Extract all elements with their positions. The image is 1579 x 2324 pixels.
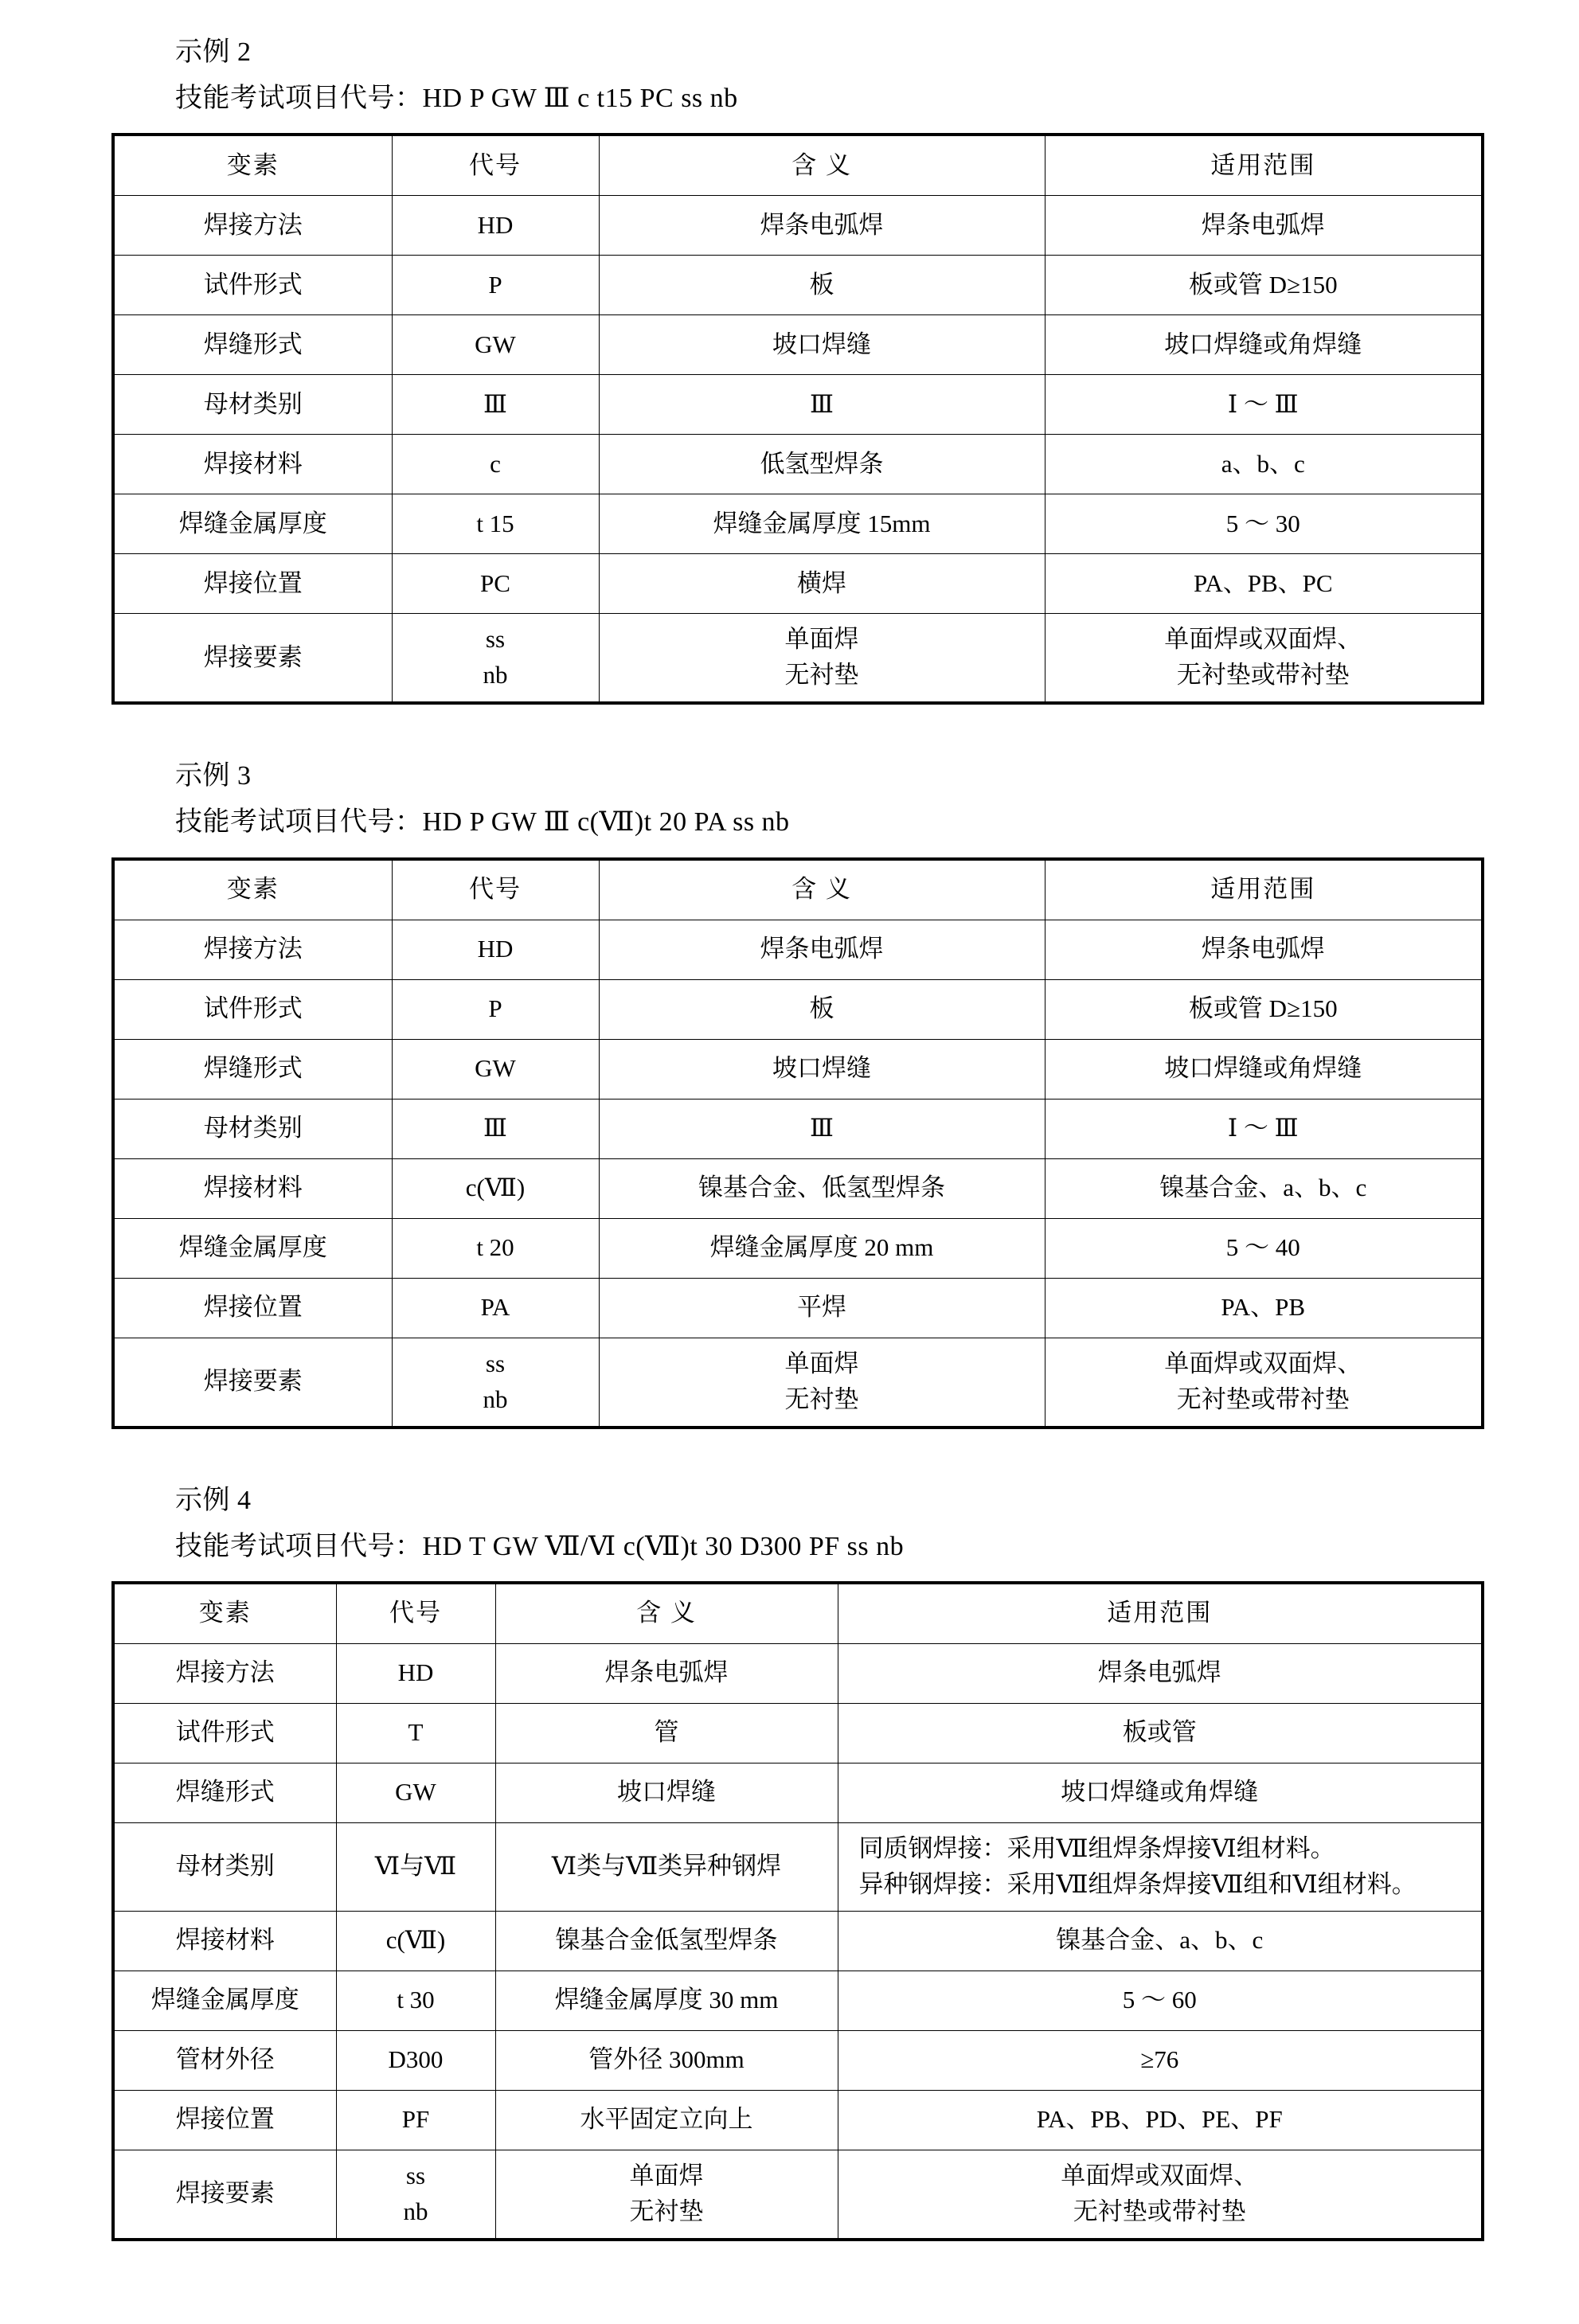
cell-code: c(Ⅶ) — [392, 1158, 599, 1218]
cell-meaning: 坡口焊缝 — [599, 1039, 1045, 1099]
cell-variable: 试件形式 — [113, 256, 392, 315]
cell-meaning: 管外径 300mm — [495, 2030, 838, 2090]
cell-meaning: 焊缝金属厚度 20 mm — [599, 1218, 1045, 1278]
cell-line: 单面焊 — [784, 625, 859, 654]
cell-variable: 焊接位置 — [113, 2090, 336, 2150]
cell-meaning: 坡口焊缝 — [599, 315, 1045, 375]
column-header: 代号 — [392, 859, 599, 920]
table-row — [113, 2090, 1483, 2150]
cell-scope: 5 ～ 40 — [1045, 1218, 1483, 1278]
cell-code: D300 — [336, 2030, 495, 2090]
cell-meaning: 横焊 — [599, 554, 1045, 614]
table-row — [113, 1703, 1483, 1763]
cell-meaning: 焊条电弧焊 — [599, 196, 1045, 256]
cell-scope: PA、PB、PD、PE、PF — [838, 2090, 1483, 2150]
column-header: 适用范围 — [838, 1583, 1483, 1644]
cell-meaning: Ⅲ — [599, 375, 1045, 435]
table-row — [113, 2030, 1483, 2090]
table-row — [113, 1099, 1483, 1158]
cell-code: PC — [392, 554, 599, 614]
example-code-line — [175, 77, 1483, 120]
example-code-line — [175, 801, 1483, 844]
cell-variable: 焊接材料 — [113, 435, 392, 494]
cell-meaning: 管 — [495, 1703, 838, 1763]
cell-code: GW — [336, 1763, 495, 1822]
cell-line: nb — [483, 661, 508, 689]
cell-variable: 焊缝金属厚度 — [113, 1218, 392, 1278]
cell-scope: 焊条电弧焊 — [838, 1643, 1483, 1703]
cell-line: 同质钢焊接：采用Ⅶ组焊条焊接Ⅵ组材料。 — [858, 1834, 1335, 1862]
cell-scope: a、b、c — [1045, 435, 1483, 494]
cell-meaning: 低氢型焊条 — [599, 435, 1045, 494]
cell-variable: 试件形式 — [113, 1703, 336, 1763]
example-code-label: 技能考试项目代号： — [175, 807, 423, 838]
table-row — [113, 1338, 1483, 1427]
cell-code: t 30 — [336, 1971, 495, 2030]
cell-meaning: 焊缝金属厚度 30 mm — [495, 1971, 838, 2030]
cell-line: 无衬垫 — [784, 661, 859, 689]
cell-meaning — [599, 1338, 1045, 1427]
table-row — [113, 435, 1483, 494]
cell-meaning: 焊条电弧焊 — [495, 1643, 838, 1703]
example-code-value: HD P GW Ⅲ c t15 PC ss nb — [422, 84, 738, 113]
cell-scope — [1045, 1338, 1483, 1427]
cell-line: ss — [485, 625, 506, 654]
table-row — [113, 1643, 1483, 1703]
table-row — [113, 1278, 1483, 1338]
cell-line: 无衬垫或带衬垫 — [1176, 661, 1350, 689]
cell-variable: 焊接方法 — [113, 196, 392, 256]
cell-meaning: 板 — [599, 979, 1045, 1039]
cell-code: Ⅲ — [392, 375, 599, 435]
cell-code: HD — [392, 196, 599, 256]
cell-variable: 焊缝形式 — [113, 1763, 336, 1822]
cell-scope: 坡口焊缝或角焊缝 — [1045, 315, 1483, 375]
column-header: 含 义 — [495, 1583, 838, 1644]
cell-variable: 焊接位置 — [113, 554, 392, 614]
cell-code: t 20 — [392, 1218, 599, 1278]
cell-line: 无衬垫或带衬垫 — [1176, 1385, 1350, 1413]
cell-line: nb — [403, 2197, 428, 2225]
cell-variable: 焊缝金属厚度 — [113, 494, 392, 554]
cell-code — [336, 2150, 495, 2239]
cell-meaning: 镍基合金、低氢型焊条 — [599, 1158, 1045, 1218]
cell-code: GW — [392, 1039, 599, 1099]
cell-scope: 板或管 D≥150 — [1045, 979, 1483, 1039]
cell-meaning: Ⅲ — [599, 1099, 1045, 1158]
cell-code: Ⅲ — [392, 1099, 599, 1158]
example-title: 示例 3 — [175, 761, 252, 791]
cell-line: 单面焊 — [629, 2161, 704, 2189]
example-code-value: HD T GW Ⅶ/Ⅵ c(Ⅶ)t 30 D300 PF ss nb — [422, 1531, 905, 1561]
table-row — [113, 1822, 1483, 1911]
cell-scope: 镍基合金、a、b、c — [1045, 1158, 1483, 1218]
table-row — [113, 1971, 1483, 2030]
column-header: 代号 — [392, 135, 599, 196]
example-block — [96, 32, 1483, 705]
table-row — [113, 1039, 1483, 1099]
cell-variable: 焊接材料 — [113, 1158, 392, 1218]
cell-line: 单面焊 — [784, 1349, 859, 1377]
cell-meaning: 平焊 — [599, 1278, 1045, 1338]
table-row — [113, 196, 1483, 256]
cell-code: t 15 — [392, 494, 599, 554]
cell-scope: 板或管 — [838, 1703, 1483, 1763]
example-code-line — [175, 1525, 1483, 1568]
cell-variable: 焊接方法 — [113, 920, 392, 979]
table-row — [113, 979, 1483, 1039]
cell-scope: 焊条电弧焊 — [1045, 196, 1483, 256]
cell-variable: 焊接要素 — [113, 1338, 392, 1427]
cell-meaning: Ⅵ类与Ⅶ类异种钢焊 — [495, 1822, 838, 1911]
cell-code: PF — [336, 2090, 495, 2150]
cell-code: Ⅵ与Ⅶ — [336, 1822, 495, 1911]
cell-variable: 焊缝形式 — [113, 1039, 392, 1099]
welding-variables-table — [111, 1581, 1484, 2241]
example-title: 示例 2 — [175, 37, 252, 67]
cell-code — [392, 614, 599, 703]
cell-variable: 焊接位置 — [113, 1278, 392, 1338]
cell-variable: 焊缝金属厚度 — [113, 1971, 336, 2030]
column-header: 变素 — [113, 135, 392, 196]
column-header: 变素 — [113, 859, 392, 920]
table-header-row — [113, 859, 1483, 920]
cell-code: P — [392, 256, 599, 315]
cell-scope: 5 ～ 30 — [1045, 494, 1483, 554]
cell-variable: 焊接要素 — [113, 2150, 336, 2239]
example-code-value: HD P GW Ⅲ c(Ⅶ)t 20 PA ss nb — [422, 807, 790, 838]
cell-scope: Ⅰ ～ Ⅲ — [1045, 1099, 1483, 1158]
cell-variable: 母材类别 — [113, 375, 392, 435]
table-row — [113, 1218, 1483, 1278]
cell-line: 无衬垫 — [629, 2197, 704, 2225]
table-row — [113, 494, 1483, 554]
column-header: 含 义 — [599, 859, 1045, 920]
cell-scope: Ⅰ ～ Ⅲ — [1045, 375, 1483, 435]
cell-line: ss — [485, 1349, 506, 1377]
cell-variable: 试件形式 — [113, 979, 392, 1039]
cell-variable: 管材外径 — [113, 2030, 336, 2090]
example-code-label: 技能考试项目代号： — [175, 84, 423, 113]
table-row — [113, 256, 1483, 315]
cell-scope: 坡口焊缝或角焊缝 — [838, 1763, 1483, 1822]
cell-scope: 坡口焊缝或角焊缝 — [1045, 1039, 1483, 1099]
table-row — [113, 1158, 1483, 1218]
cell-variable: 焊接材料 — [113, 1911, 336, 1971]
column-header: 适用范围 — [1045, 859, 1483, 920]
welding-variables-table — [111, 133, 1484, 705]
cell-code: T — [336, 1703, 495, 1763]
cell-line: 无衬垫 — [784, 1385, 859, 1413]
table-row — [113, 920, 1483, 979]
cell-code: GW — [392, 315, 599, 375]
table-row — [113, 554, 1483, 614]
cell-scope: PA、PB — [1045, 1278, 1483, 1338]
cell-scope: 板或管 D≥150 — [1045, 256, 1483, 315]
cell-meaning — [495, 2150, 838, 2239]
cell-variable: 焊接要素 — [113, 614, 392, 703]
cell-meaning — [599, 614, 1045, 703]
cell-code: HD — [392, 920, 599, 979]
cell-scope: PA、PB、PC — [1045, 554, 1483, 614]
example-block — [96, 1480, 1483, 2241]
table-row — [113, 1763, 1483, 1822]
cell-code: PA — [392, 1278, 599, 1338]
example-block — [96, 756, 1483, 1428]
column-header: 含 义 — [599, 135, 1045, 196]
cell-line: 无衬垫或带衬垫 — [1073, 2197, 1246, 2225]
cell-code: P — [392, 979, 599, 1039]
cell-line: nb — [483, 1385, 508, 1413]
table-header-row — [113, 135, 1483, 196]
cell-line: 单面焊或双面焊、 — [1061, 2161, 1259, 2189]
cell-meaning: 板 — [599, 256, 1045, 315]
cell-scope — [1045, 614, 1483, 703]
cell-meaning: 镍基合金低氢型焊条 — [495, 1911, 838, 1971]
cell-code — [392, 1338, 599, 1427]
table-row — [113, 315, 1483, 375]
table-row — [113, 375, 1483, 435]
cell-code: c — [392, 435, 599, 494]
cell-code: c(Ⅶ) — [336, 1911, 495, 1971]
cell-meaning: 水平固定立向上 — [495, 2090, 838, 2150]
examples-container — [96, 32, 1483, 2241]
cell-scope: 5 ～ 60 — [838, 1971, 1483, 2030]
cell-meaning: 焊条电弧焊 — [599, 920, 1045, 979]
cell-variable: 焊缝形式 — [113, 315, 392, 375]
column-header: 代号 — [336, 1583, 495, 1644]
cell-variable: 焊接方法 — [113, 1643, 336, 1703]
cell-line: 异种钢焊接：采用Ⅶ组焊条焊接Ⅶ组和Ⅵ组材料。 — [858, 1869, 1417, 1898]
cell-scope: 焊条电弧焊 — [1045, 920, 1483, 979]
welding-variables-table — [111, 857, 1484, 1429]
table-header-row — [113, 1583, 1483, 1644]
example-title: 示例 4 — [175, 1485, 252, 1515]
cell-scope: 镍基合金、a、b、c — [838, 1911, 1483, 1971]
table-row — [113, 614, 1483, 703]
table-row — [113, 2150, 1483, 2239]
cell-code: HD — [336, 1643, 495, 1703]
cell-meaning: 焊缝金属厚度 15mm — [599, 494, 1045, 554]
cell-meaning: 坡口焊缝 — [495, 1763, 838, 1822]
cell-line: ss — [405, 2161, 426, 2189]
cell-scope — [838, 2150, 1483, 2239]
cell-scope: ≥76 — [838, 2030, 1483, 2090]
cell-variable: 母材类别 — [113, 1099, 392, 1158]
column-header: 适用范围 — [1045, 135, 1483, 196]
cell-line: 单面焊或双面焊、 — [1164, 1349, 1362, 1377]
cell-scope — [838, 1822, 1483, 1911]
cell-variable: 母材类别 — [113, 1822, 336, 1911]
table-row — [113, 1911, 1483, 1971]
example-code-label: 技能考试项目代号： — [175, 1531, 423, 1561]
column-header: 变素 — [113, 1583, 336, 1644]
cell-line: 单面焊或双面焊、 — [1164, 625, 1362, 654]
